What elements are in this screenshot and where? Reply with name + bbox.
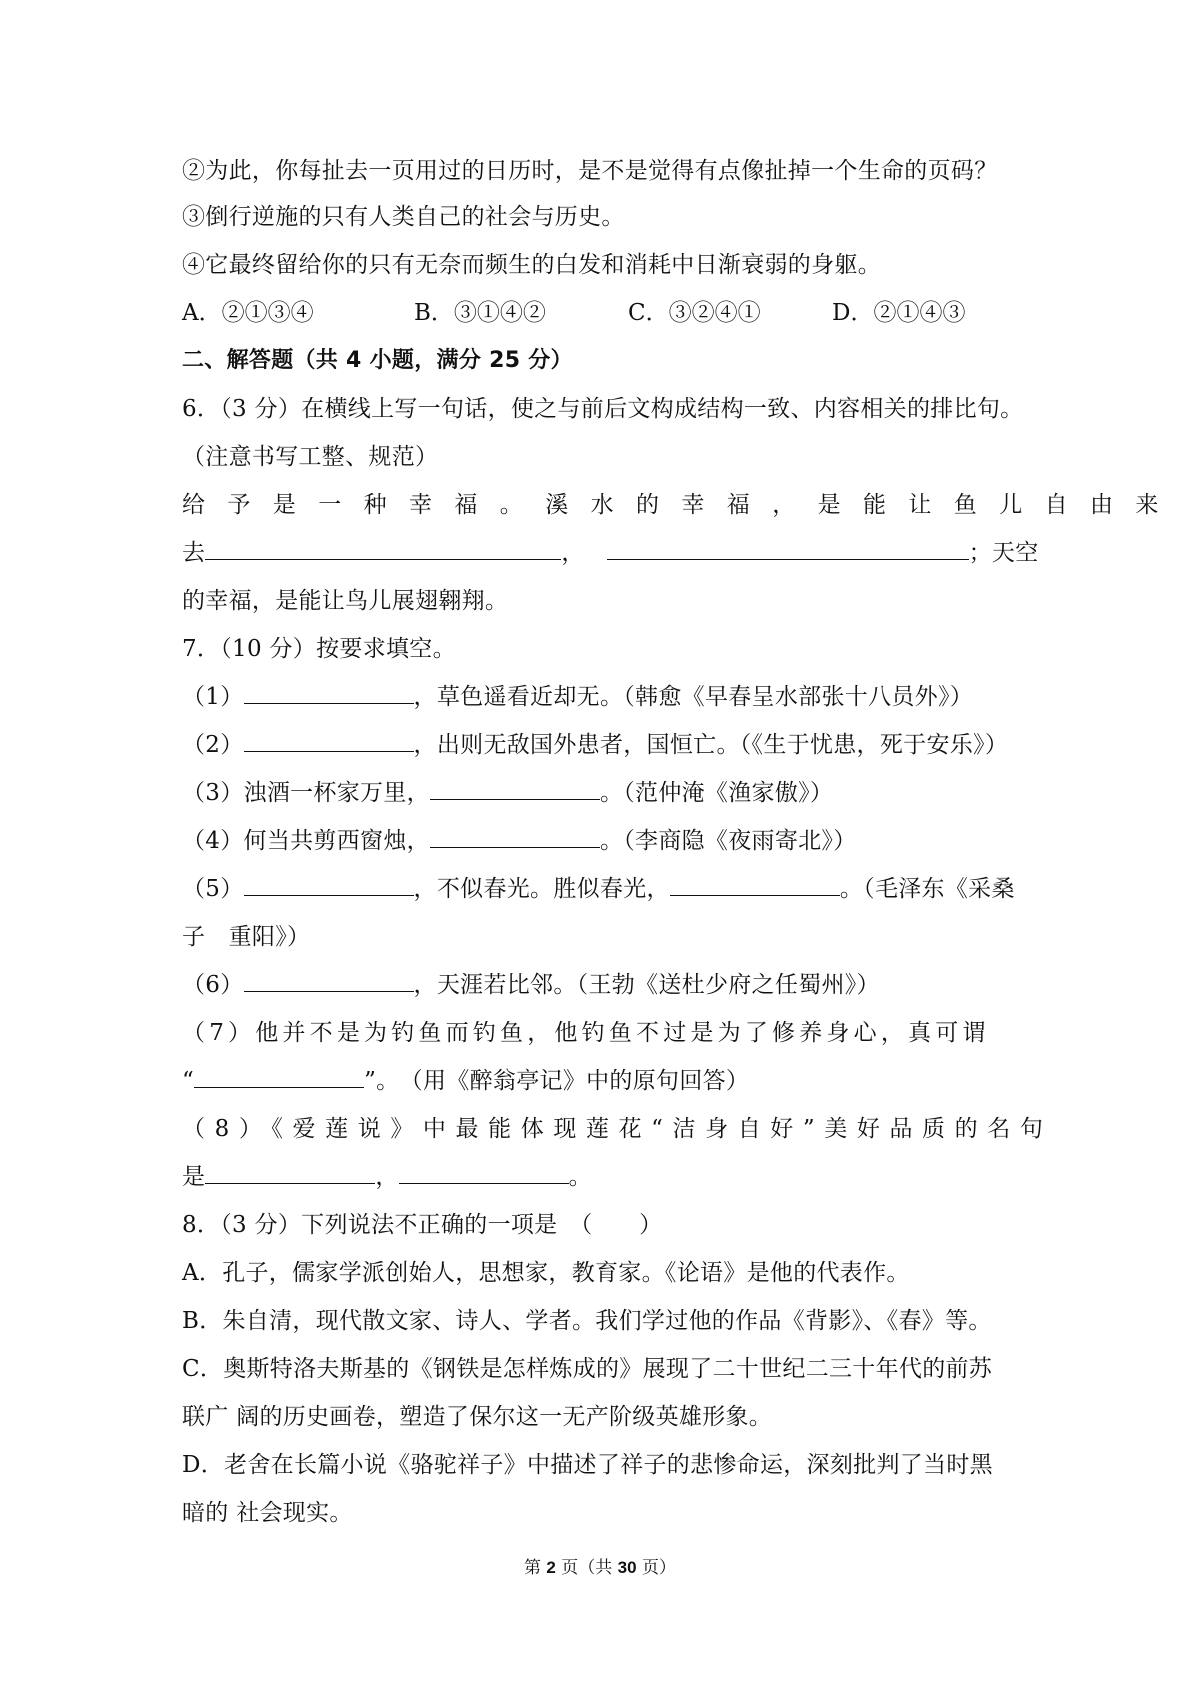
q6-tail: ；天空 bbox=[968, 540, 1039, 566]
footer-prefix: 第 bbox=[523, 1558, 547, 1578]
q7-item-8: （8）《爱莲说》中最能体现莲花“洁身自好”美好品质的名句 bbox=[182, 1116, 1053, 1142]
item-number: （6） bbox=[182, 972, 244, 998]
answer-blank[interactable] bbox=[399, 1161, 569, 1184]
item-text: ， bbox=[375, 1164, 399, 1190]
reading-sentence-3: ③倒行逆施的只有人类自己的社会与历史。 bbox=[182, 204, 625, 230]
q8-option-d: D．老舍在长篇小说《骆驼祥子》中描述了祥子的悲惨命运，深刻批判了当时黑 bbox=[182, 1452, 993, 1478]
q7-item-8-blank bbox=[182, 1160, 1028, 1194]
answer-blank[interactable] bbox=[244, 873, 414, 896]
section-heading: 二、解答题（共 4 小题，满分 25 分） bbox=[182, 348, 573, 373]
open-quote: “ bbox=[182, 1068, 195, 1094]
item-text: ，不似春光。胜似春光， bbox=[413, 876, 670, 902]
item-source: 。（李商隐《夜雨寄北》） bbox=[599, 828, 857, 854]
answer-blank[interactable] bbox=[205, 537, 561, 560]
item-number: （2） bbox=[182, 732, 244, 758]
q8-option-c: C．奥斯特洛夫斯基的《钢铁是怎样炼成的》展现了二十世纪二三十年代的前苏 bbox=[182, 1356, 993, 1382]
q6-text-end: 的幸福，是能让鸟儿展翅翱翔。 bbox=[182, 588, 509, 614]
item-source: 。（范仲淹《渔家傲》） bbox=[599, 780, 834, 806]
reading-sentence-2: ②为此，你每扯去一页用过的日历时，是不是觉得有点像扯掉一个生命的页码？ bbox=[182, 158, 998, 184]
answer-blank[interactable] bbox=[194, 1065, 364, 1088]
answer-blank[interactable] bbox=[670, 873, 840, 896]
q7-title: 7．（10 分）按要求填空。 bbox=[182, 636, 456, 662]
q6-prompt: 6．（3 分）在横线上写一句话，使之与前后文构成结构一致、内容相关的排比句。 bbox=[182, 396, 1024, 422]
total-pages: 30 bbox=[617, 1558, 637, 1577]
item-source: ”。 （用《醉翁亭记》中的原句回答） bbox=[364, 1068, 750, 1094]
q7-item-1 bbox=[182, 680, 1028, 714]
q6-note: （注意书写工整、规范） bbox=[182, 444, 439, 470]
q7-item-5 bbox=[182, 872, 1028, 906]
answer-blank[interactable] bbox=[430, 777, 600, 800]
reading-sentence-4: ④它最终留给你的只有无奈而频生的白发和消耗中日渐衰弱的身躯。 bbox=[182, 252, 881, 278]
item-number: （1） bbox=[182, 684, 244, 710]
q7-item-7: （7）他并不是为钓鱼而钓鱼，他钓鱼不过是为了修养身心，真可谓 bbox=[182, 1020, 990, 1046]
page-footer bbox=[0, 1556, 1200, 1580]
q5-option-b: B．③①④② bbox=[414, 300, 546, 326]
q7-item-7-blank bbox=[182, 1064, 1028, 1098]
q6-lead: 去 bbox=[182, 540, 206, 566]
q7-item-2 bbox=[182, 728, 1028, 762]
item-text: 是 bbox=[182, 1164, 206, 1190]
q6-blank-line bbox=[182, 536, 1039, 570]
item-text: ，草色遥看近却无。（韩愈《早春呈水部张十八员外》） bbox=[413, 684, 974, 710]
item-text: ，出则无敌国外患者，国恒亡。（《生于忧患，死于安乐》） bbox=[413, 732, 1009, 758]
item-text: 。 bbox=[568, 1164, 592, 1190]
q5-option-d: D．②①④③ bbox=[832, 300, 966, 326]
item-source: 。（毛泽东《采桑 bbox=[839, 876, 1015, 902]
q5-option-c: C．③②④① bbox=[628, 300, 761, 326]
answer-blank[interactable] bbox=[244, 969, 414, 992]
item-text: （3）浊酒一杯家万里， bbox=[182, 780, 430, 806]
q8-option-b: B．朱自清，现代散文家、诗人、学者。我们学过他的作品《背影》、《春》等。 bbox=[182, 1308, 992, 1334]
q6-comma: ， bbox=[561, 540, 585, 566]
q7-item-3 bbox=[182, 776, 1028, 810]
page-number: 2 bbox=[546, 1558, 556, 1577]
q8-option-a: A．孔子，儒家学派创始人，思想家，教育家。《论语》是他的代表作。 bbox=[182, 1260, 910, 1286]
q6-text-line: 给予是一种幸福。溪水的幸福，是能让鱼儿自由来 bbox=[182, 492, 1181, 518]
footer-suffix: 页） bbox=[636, 1558, 676, 1578]
item-text: ，天涯若比邻。（王勃《送杜少府之任蜀州》） bbox=[413, 972, 880, 998]
answer-blank[interactable] bbox=[607, 537, 969, 560]
answer-blank[interactable] bbox=[244, 681, 414, 704]
q8-title: 8．（3 分）下列说法不正确的一项是 （ ） bbox=[182, 1212, 663, 1238]
answer-blank[interactable] bbox=[430, 825, 600, 848]
item-number: （5） bbox=[182, 876, 244, 902]
q7-item-4 bbox=[182, 824, 1028, 858]
q7-item-6 bbox=[182, 968, 1028, 1002]
answer-blank[interactable] bbox=[244, 729, 414, 752]
item-text: （4）何当共剪西窗烛， bbox=[182, 828, 430, 854]
q7-item-5-cont: 子 重阳》） bbox=[182, 924, 311, 950]
q8-option-d-cont: 暗的 社会现实。 bbox=[182, 1500, 353, 1526]
answer-blank[interactable] bbox=[205, 1161, 375, 1184]
footer-middle: 页（共 bbox=[555, 1558, 618, 1578]
q5-option-a: A．②①③④ bbox=[182, 300, 314, 326]
q8-option-c-cont: 联广 阔的历史画卷，塑造了保尔这一无产阶级英雄形象。 bbox=[182, 1404, 773, 1430]
